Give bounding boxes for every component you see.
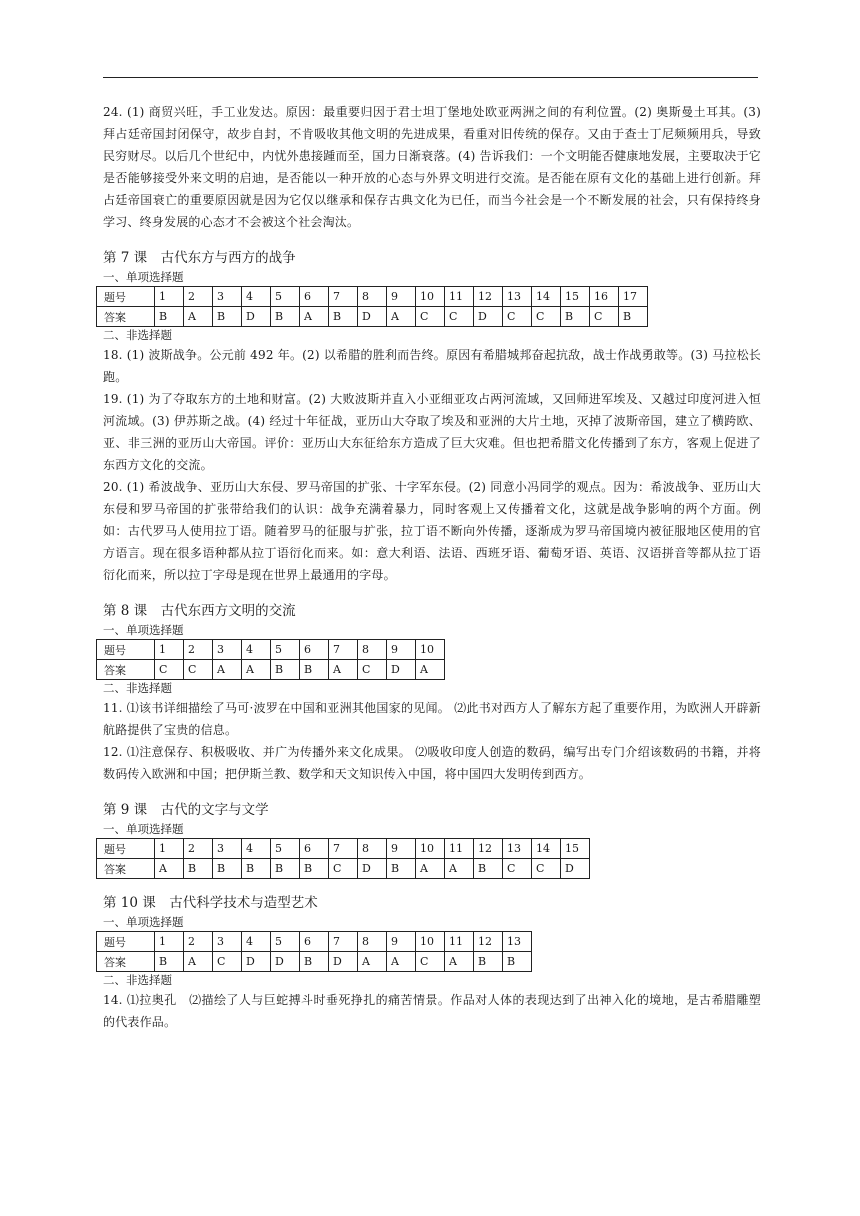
table-cell-answer: D [358,307,387,327]
table-cell-number: 12 [474,932,503,952]
row-header-answer: 答案 [97,859,155,879]
table-cell-number: 11 [445,932,474,952]
table-cell-answer: C [155,660,184,680]
table-cell-number: 15 [561,287,590,307]
table-cell-answer: B [213,859,242,879]
row-header-answer: 答案 [97,952,155,972]
table-cell-answer: A [242,660,271,680]
table-cell-number: 2 [184,287,213,307]
table-cell-number: 1 [155,932,184,952]
table-cell-number: 5 [271,932,300,952]
table-cell-number: 14 [532,839,561,859]
table-cell-answer: A [358,952,387,972]
table-cell-answer: B [213,307,242,327]
table-cell-answer: A [445,952,474,972]
lesson-9-title: 第 9 课 古代的文字与文学 [103,802,269,818]
table-cell-answer: D [358,859,387,879]
table-cell-answer: B [503,952,532,972]
table-row-numbers [97,932,532,952]
table-cell-number: 10 [416,839,445,859]
table-cell-number: 6 [300,287,329,307]
table-cell-answer: D [561,859,590,879]
table-cell-number: 1 [155,839,184,859]
table-cell-number: 4 [242,932,271,952]
table-cell-answer: B [619,307,648,327]
table-cell-number: 4 [242,839,271,859]
table-cell-number: 6 [300,839,329,859]
table-cell-answer: A [155,859,184,879]
table-cell-answer: D [242,952,271,972]
table-row-answers [97,660,445,680]
table-cell-answer: A [213,660,242,680]
table-cell-answer: C [503,307,532,327]
table-cell-number: 12 [474,287,503,307]
answer-q18: 18. (1) 波斯战争。公元前 492 年。(2) 以希腊的胜利而告终。原因有希腊城邦奋起抗敌，战士作战勇敢等。(3) 马拉松长跑。 [103,348,761,384]
table-cell-number: 8 [358,839,387,859]
table-cell-number: 3 [213,932,242,952]
table-cell-number: 14 [532,287,561,307]
table-cell-number: 5 [271,640,300,660]
table-cell-answer: D [387,660,416,680]
table-cell-number: 7 [329,839,358,859]
row-header-answer: 答案 [97,307,155,327]
table-cell-answer: B [184,859,213,879]
table-cell-number: 1 [155,287,184,307]
table-cell-answer: D [329,952,358,972]
table-cell-answer: B [271,660,300,680]
table-cell-number: 16 [590,287,619,307]
table-cell-answer: C [503,859,532,879]
table-cell-answer: A [184,952,213,972]
lesson-8-non-choice-heading: 二、非选择题 [103,681,172,695]
table-row-answers [97,952,532,972]
table-row-numbers [97,287,648,307]
table-cell-number: 1 [155,640,184,660]
table-cell-number: 13 [503,287,532,307]
table-cell-answer: D [474,307,503,327]
table-cell-answer: A [184,307,213,327]
table-cell-answer: A [300,307,329,327]
lesson-8-single-choice-heading: 一、单项选择题 [103,623,184,637]
lesson-9-single-choice-heading: 一、单项选择题 [103,822,184,836]
document-body [103,101,761,1033]
table-cell-number: 9 [387,932,416,952]
table-row-answers [97,859,590,879]
table-cell-number: 3 [213,640,242,660]
table-cell-number: 7 [329,287,358,307]
answer-q19: 19. (1) 为了夺取东方的土地和财富。(2) 大败波斯并直入小亚细亚攻占两河流域，又回师进军埃及、又越过印度河进入恒河流域。(3) 伊苏斯之战。(4) 经过十年征战，亚历山大夺取了埃及和亚洲的大片土地，灭掉了波斯帝国，建立了横跨欧、亚、非三洲的亚历山大帝国。评价：亚历山大东征给东方造成了巨大灾难。但也把希腊文化传播到了东方，客观上促进了东西方文化的交流。 [103,392,761,472]
answer-q14: 14. ⑴拉奥孔 ⑵描绘了人与巨蛇搏斗时垂死挣扎的痛苦情景。作品对人体的表现达到了出神入化的境地，是古希腊雕塑的代表作品。 [103,993,761,1029]
row-header-answer: 答案 [97,660,155,680]
table-cell-answer: C [416,307,445,327]
table-cell-answer: B [242,859,271,879]
table-cell-number: 8 [358,932,387,952]
table-cell-number: 2 [184,839,213,859]
answer-q11: 11. ⑴该书详细描绘了马可·波罗在中国和亚洲其他国家的见闻。 ⑵此书对西方人了解东方起了重要作用，为欧洲人开辟新航路提供了宝贵的信息。 [103,701,761,737]
table-cell-number: 4 [242,640,271,660]
table-cell-answer: B [271,859,300,879]
table-cell-answer: A [445,859,474,879]
lesson-8-title: 第 8 课 古代东西方文明的交流 [103,603,296,619]
table-cell-number: 6 [300,932,329,952]
table-cell-answer: B [474,859,503,879]
table-cell-number: 7 [329,640,358,660]
table-cell-answer: A [416,859,445,879]
table-cell-answer: D [242,307,271,327]
table-cell-number: 15 [561,839,590,859]
table-cell-answer: C [445,307,474,327]
table-cell-number: 9 [387,839,416,859]
table-cell-answer: A [329,660,358,680]
table-cell-answer: C [329,859,358,879]
table-cell-answer: C [532,307,561,327]
table-cell-answer: B [155,952,184,972]
table-cell-answer: B [561,307,590,327]
table-cell-answer: B [300,952,329,972]
lesson-9-answer-table [96,838,590,879]
table-cell-number: 3 [213,287,242,307]
table-cell-number: 7 [329,932,358,952]
table-cell-answer: C [184,660,213,680]
table-cell-number: 3 [213,839,242,859]
table-cell-number: 8 [358,640,387,660]
table-cell-answer: D [271,952,300,972]
lesson-10-single-choice-heading: 一、单项选择题 [103,915,184,929]
row-header-number: 题号 [97,640,155,660]
lesson-7-answer-table [96,286,648,327]
table-cell-answer: C [590,307,619,327]
table-cell-number: 9 [387,287,416,307]
table-row-numbers [97,640,445,660]
table-cell-answer: C [213,952,242,972]
answer-q24: 24. (1) 商贸兴旺，手工业发达。原因：最重要归因于君士坦丁堡地处欧亚两洲之间的有利位置。(2) 奥斯曼土耳其。(3) 拜占廷帝国封闭保守，故步自封，不肯吸收其他文明的先进成果，看重对旧传统的保存。又由于查士丁尼频频用兵，导致民穷财尽。以后几个世纪中，内忧外患接踵而至，国力日渐衰落。(4) 告诉我们：一个文明能否健康地发展，主要取决于它是否能够接受外来文明的启迪，是否能以一种开放的心态与外界文明进行交流。是否能在原有文化的基础上进行创新。拜占廷帝国衰亡的重要原因就是因为它仅以继承和保存古典文化为已任，而当今社会是一个不断发展的社会，只有保持终身学习、终身发展的心态才不会被这个社会淘汰。 [103,105,761,229]
table-cell-answer: C [532,859,561,879]
lesson-7-title: 第 7 课 古代东方与西方的战争 [103,250,296,266]
table-cell-number: 12 [474,839,503,859]
lesson-10-title: 第 10 课 古代科学技术与造型艺术 [103,895,318,911]
table-cell-number: 13 [503,839,532,859]
table-cell-number: 5 [271,839,300,859]
table-cell-number: 11 [445,287,474,307]
table-cell-answer: B [474,952,503,972]
table-cell-answer: C [416,952,445,972]
table-row-answers [97,307,648,327]
lesson-7-single-choice-heading: 一、单项选择题 [103,270,184,284]
lesson-7-non-choice-heading: 二、非选择题 [103,328,172,342]
table-cell-number: 2 [184,932,213,952]
header-rule [103,77,758,78]
table-cell-answer: B [387,859,416,879]
table-cell-answer: B [271,307,300,327]
table-cell-answer: A [416,660,445,680]
table-cell-number: 8 [358,287,387,307]
table-cell-number: 4 [242,287,271,307]
table-cell-number: 6 [300,640,329,660]
row-header-number: 题号 [97,287,155,307]
answer-q12: 12. ⑴注意保存、积极吸收、并广为传播外来文化成果。 ⑵吸收印度人创造的数码，编写出专门介绍该数码的书籍，并将数码传入欧洲和中国；把伊斯兰教、数学和天文知识传入中国，将中国四大发明传到西方。 [103,745,761,781]
table-cell-answer: B [329,307,358,327]
table-cell-number: 13 [503,932,532,952]
row-header-number: 题号 [97,839,155,859]
table-cell-answer: A [387,307,416,327]
table-row-numbers [97,839,590,859]
table-cell-number: 5 [271,287,300,307]
lesson-8-answer-table [96,639,445,680]
table-cell-number: 17 [619,287,648,307]
table-cell-answer: C [358,660,387,680]
table-cell-answer: A [387,952,416,972]
table-cell-answer: B [300,859,329,879]
lesson-10-non-choice-heading: 二、非选择题 [103,973,172,987]
answer-q20: 20. (1) 希波战争、亚历山大东侵、罗马帝国的扩张、十字军东侵。(2) 同意小冯同学的观点。因为：希波战争、亚历山大东侵和罗马帝国的扩张带给我们的认识：战争充满着暴力，同时客观上又传播着文化，这就是战争影响的两个方面。例如：古代罗马人使用拉丁语。随着罗马的征服与扩张，拉丁语不断向外传播，逐渐成为罗马帝国境内被征服地区使用的官方语言。现在很多语种都从拉丁语衍化而来。如：意大利语、法语、西班牙语、葡萄牙语、英语、汉语拼音等都从拉丁语衍化而来，所以拉丁字母是现在世界上最通用的字母。 [103,480,761,582]
table-cell-number: 10 [416,932,445,952]
table-cell-number: 10 [416,640,445,660]
table-cell-answer: B [155,307,184,327]
table-cell-number: 9 [387,640,416,660]
table-cell-number: 10 [416,287,445,307]
table-cell-answer: B [300,660,329,680]
table-cell-number: 2 [184,640,213,660]
table-cell-number: 11 [445,839,474,859]
row-header-number: 题号 [97,932,155,952]
lesson-10-answer-table [96,931,532,972]
